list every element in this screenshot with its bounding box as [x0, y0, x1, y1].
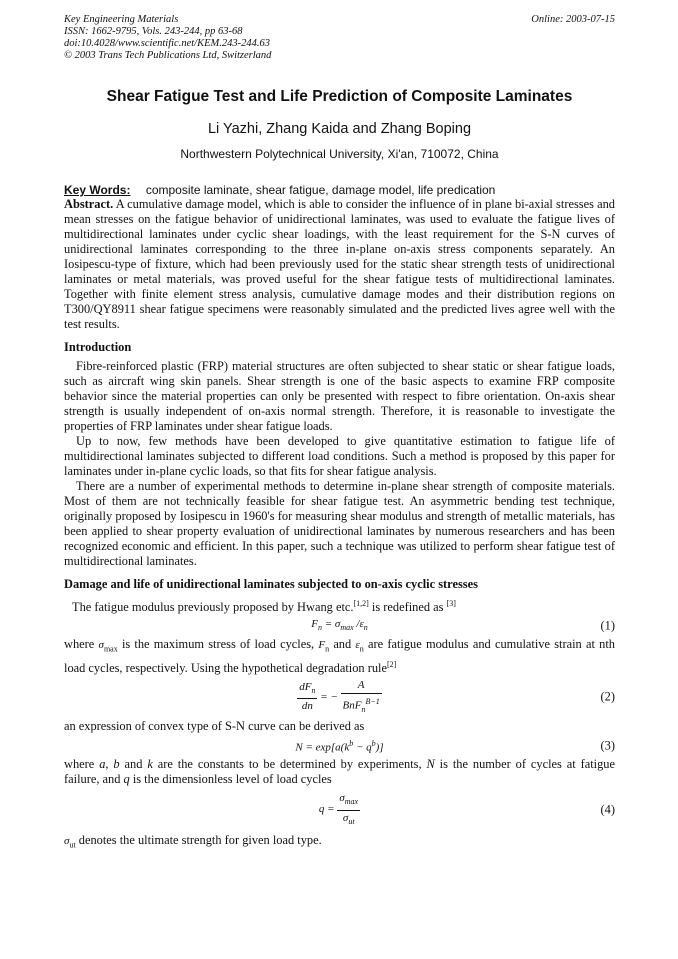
issn-line: ISSN: 1662-9795, Vols. 243-244, pp 63-68	[64, 26, 243, 37]
sigma-symbol: σ	[64, 834, 70, 847]
eq-symbol: )]	[375, 741, 384, 754]
citation: [3]	[446, 599, 456, 608]
text-span: ,	[105, 757, 114, 772]
eq-subscript: max	[340, 623, 354, 633]
eq-subscript: n	[317, 623, 322, 633]
affiliation: Northwestern Polytechnical University, Xi'an, 710072, China	[180, 147, 499, 161]
eq-superscript: b	[371, 738, 376, 748]
eq-symbol: /ε	[353, 618, 364, 631]
eq-symbol: − q	[353, 741, 372, 754]
eq-superscript: B−1	[365, 696, 380, 706]
eq-denominator: dn	[301, 700, 313, 713]
eq-numerator	[337, 791, 360, 810]
equation-4	[64, 791, 615, 828]
text-span: and	[333, 637, 356, 652]
intro-paragraph-2: Up to now, few methods have been developed to give quantitative estimation to fatigue life of multidirectional laminates subjected to different load conditions. Such a method is proposed by this paper for laminates under in-plane cyclic loads, so that fits for shear fatigue analysis.	[64, 434, 615, 478]
equation-number: (4)	[600, 802, 615, 817]
journal-header	[64, 14, 615, 62]
var: b	[113, 757, 120, 772]
intro-paragraph-1: Fibre-reinforced plastic (FRP) material structures are often subjected to shear static or shear fatigue loads, such as aircraft wing skin panels. Shear strength is one of the basic aspects to examine FRP composite behavior since the material properties can only be presented with respect to fibre orientation. On-axis shear strength is usually independent of on-axis normal strength. Therefore, it is reasonable to investigate the properties of FRP laminates under shear fatigue loads.	[64, 359, 615, 433]
text-span: is the maximum stress of load cycles,	[121, 637, 319, 652]
eq-symbol: q =	[318, 803, 338, 816]
where-line-1	[64, 637, 615, 676]
eq-symbol: σ	[342, 811, 349, 824]
intro-heading: Introduction	[64, 340, 132, 354]
abstract	[64, 197, 615, 332]
eq-subscript: n	[363, 623, 368, 633]
text-span: where	[64, 637, 99, 652]
f-symbol: F	[318, 639, 326, 652]
ultimate-strength-line	[64, 833, 615, 852]
copyright-line: © 2003 Trans Tech Publications Ltd, Switzerland	[64, 50, 272, 61]
abstract-text: A cumulative damage model, which is able to consider the influence of in plane bi-axial stresses and mean stresses on the fatigue behavior of unidirectional laminates, was used to evaluate the fatigue lives of multidirectional laminates under cyclic shear loadings, with the least requirement for the S-N curves of unidirectional laminates corresponding to the three in-plane on-axis stress components separately. An Iosipescu-type of fixture, which had been previously used for the static shear strength tests of unidirectional laminates or metal materials, was proved useful for the shear fatigue tests of multidirectional laminates. Together with finite element stress analysis, cumulative damage modes and their distribution regions on T300/QY8911 shear fatigue specimens were reasonably simulated and the predicted lives agree well with the test results.	[64, 197, 615, 331]
text-span: are fatigue modulus and cumulative strain at nth load cycles, respectively. Using the hypothetical degradation rule	[64, 637, 615, 675]
text-span: The fatigue modulus previously proposed by Hwang etc.	[72, 600, 354, 615]
text-span: is the dimensionless level of load cycles	[129, 772, 332, 787]
text-span: are the constants to be determined by experiments,	[152, 757, 427, 772]
keywords	[64, 183, 615, 197]
equation-number: (2)	[600, 689, 615, 704]
text-span: denotes the ultimate strength for given load type.	[75, 832, 322, 847]
text-span: and	[119, 757, 148, 772]
eq-symbol: N = exp[a(k	[295, 741, 350, 754]
text-span: is redefined as	[368, 600, 444, 615]
citation: [1,2]	[353, 599, 369, 608]
text-span: is the number of cycles at fatigue failure, and	[64, 757, 616, 787]
epsilon-symbol: ε	[355, 639, 360, 652]
equation-3	[64, 736, 615, 756]
eq-symbol: BnF	[342, 699, 362, 712]
eq-symbol: σ	[339, 792, 345, 805]
eq-subscript: n	[361, 704, 366, 714]
eq-symbol: = σ	[321, 618, 341, 631]
eq-fraction	[337, 791, 360, 828]
equation-2	[64, 678, 615, 717]
eq-subscript: n	[359, 644, 364, 654]
sn-curve-line: an expression of convex type of S-N curve can be derived as	[64, 718, 365, 733]
var: N	[426, 757, 435, 772]
constants-line	[64, 757, 615, 787]
var: a	[99, 757, 106, 772]
damage-heading: Damage and life of unidirectional laminates subjected to on-axis cyclic stresses	[64, 577, 478, 591]
eq-subscript: n	[311, 686, 316, 696]
eq-subscript: ut	[348, 816, 355, 826]
eq-symbol: F	[311, 618, 318, 631]
keywords-text: composite laminate, shear fatigue, damage model, life predication	[145, 183, 496, 197]
eq-fraction	[297, 680, 317, 714]
eq-subscript: n	[325, 644, 330, 654]
eq-superscript: b	[349, 738, 354, 748]
eq-symbol: dF	[299, 681, 312, 694]
doi-line: doi:10.4028/www.scientific.net/KEM.243-244.63	[64, 38, 270, 49]
keywords-label: Key Words:	[64, 183, 131, 197]
var: k	[147, 757, 153, 772]
equation-number: (3)	[600, 738, 615, 753]
paper-title: Shear Fatigue Test and Life Prediction of Composite Laminates	[106, 88, 573, 105]
abstract-label: Abstract.	[64, 197, 114, 211]
var: q	[123, 772, 130, 787]
fatigue-modulus-line	[64, 596, 615, 615]
citation: [2]	[386, 659, 397, 669]
eq-subscript: max	[103, 644, 118, 654]
intro-paragraph-3: There are a number of experimental methods to determine in-plane shear strength of composite materials. Most of them are not technically feasible for shear fatigue test. An asymmetric bending test technique, originally proposed by Iosipescu in 1960's for measuring shear modulus and strength of metallic materials, has been applied to shear property evaluation of unidirectional laminates by numerous researchers and has been recognized economic and efficient. In this paper, such a technique was utilized to perform shear fatigue test of multidirectional laminates.	[64, 479, 615, 568]
eq-symbol: = −	[317, 690, 341, 703]
eq-subscript: max	[344, 797, 359, 807]
eq-numerator: A	[341, 678, 382, 694]
eq-denominator	[341, 694, 382, 717]
sigma-symbol: σ	[98, 639, 104, 652]
equation-number: (1)	[600, 618, 615, 633]
eq-numerator	[297, 680, 317, 699]
online-date: Online: 2003-07-15	[531, 14, 615, 25]
eq-denominator	[337, 811, 360, 829]
equation-1	[64, 617, 615, 635]
paper-authors: Li Yazhi, Zhang Kaida and Zhang Boping	[207, 121, 472, 137]
journal-name: Key Engineering Materials	[64, 14, 179, 25]
eq-subscript: ut	[69, 840, 76, 850]
eq-fraction	[341, 678, 382, 717]
text-span: where	[64, 757, 100, 772]
